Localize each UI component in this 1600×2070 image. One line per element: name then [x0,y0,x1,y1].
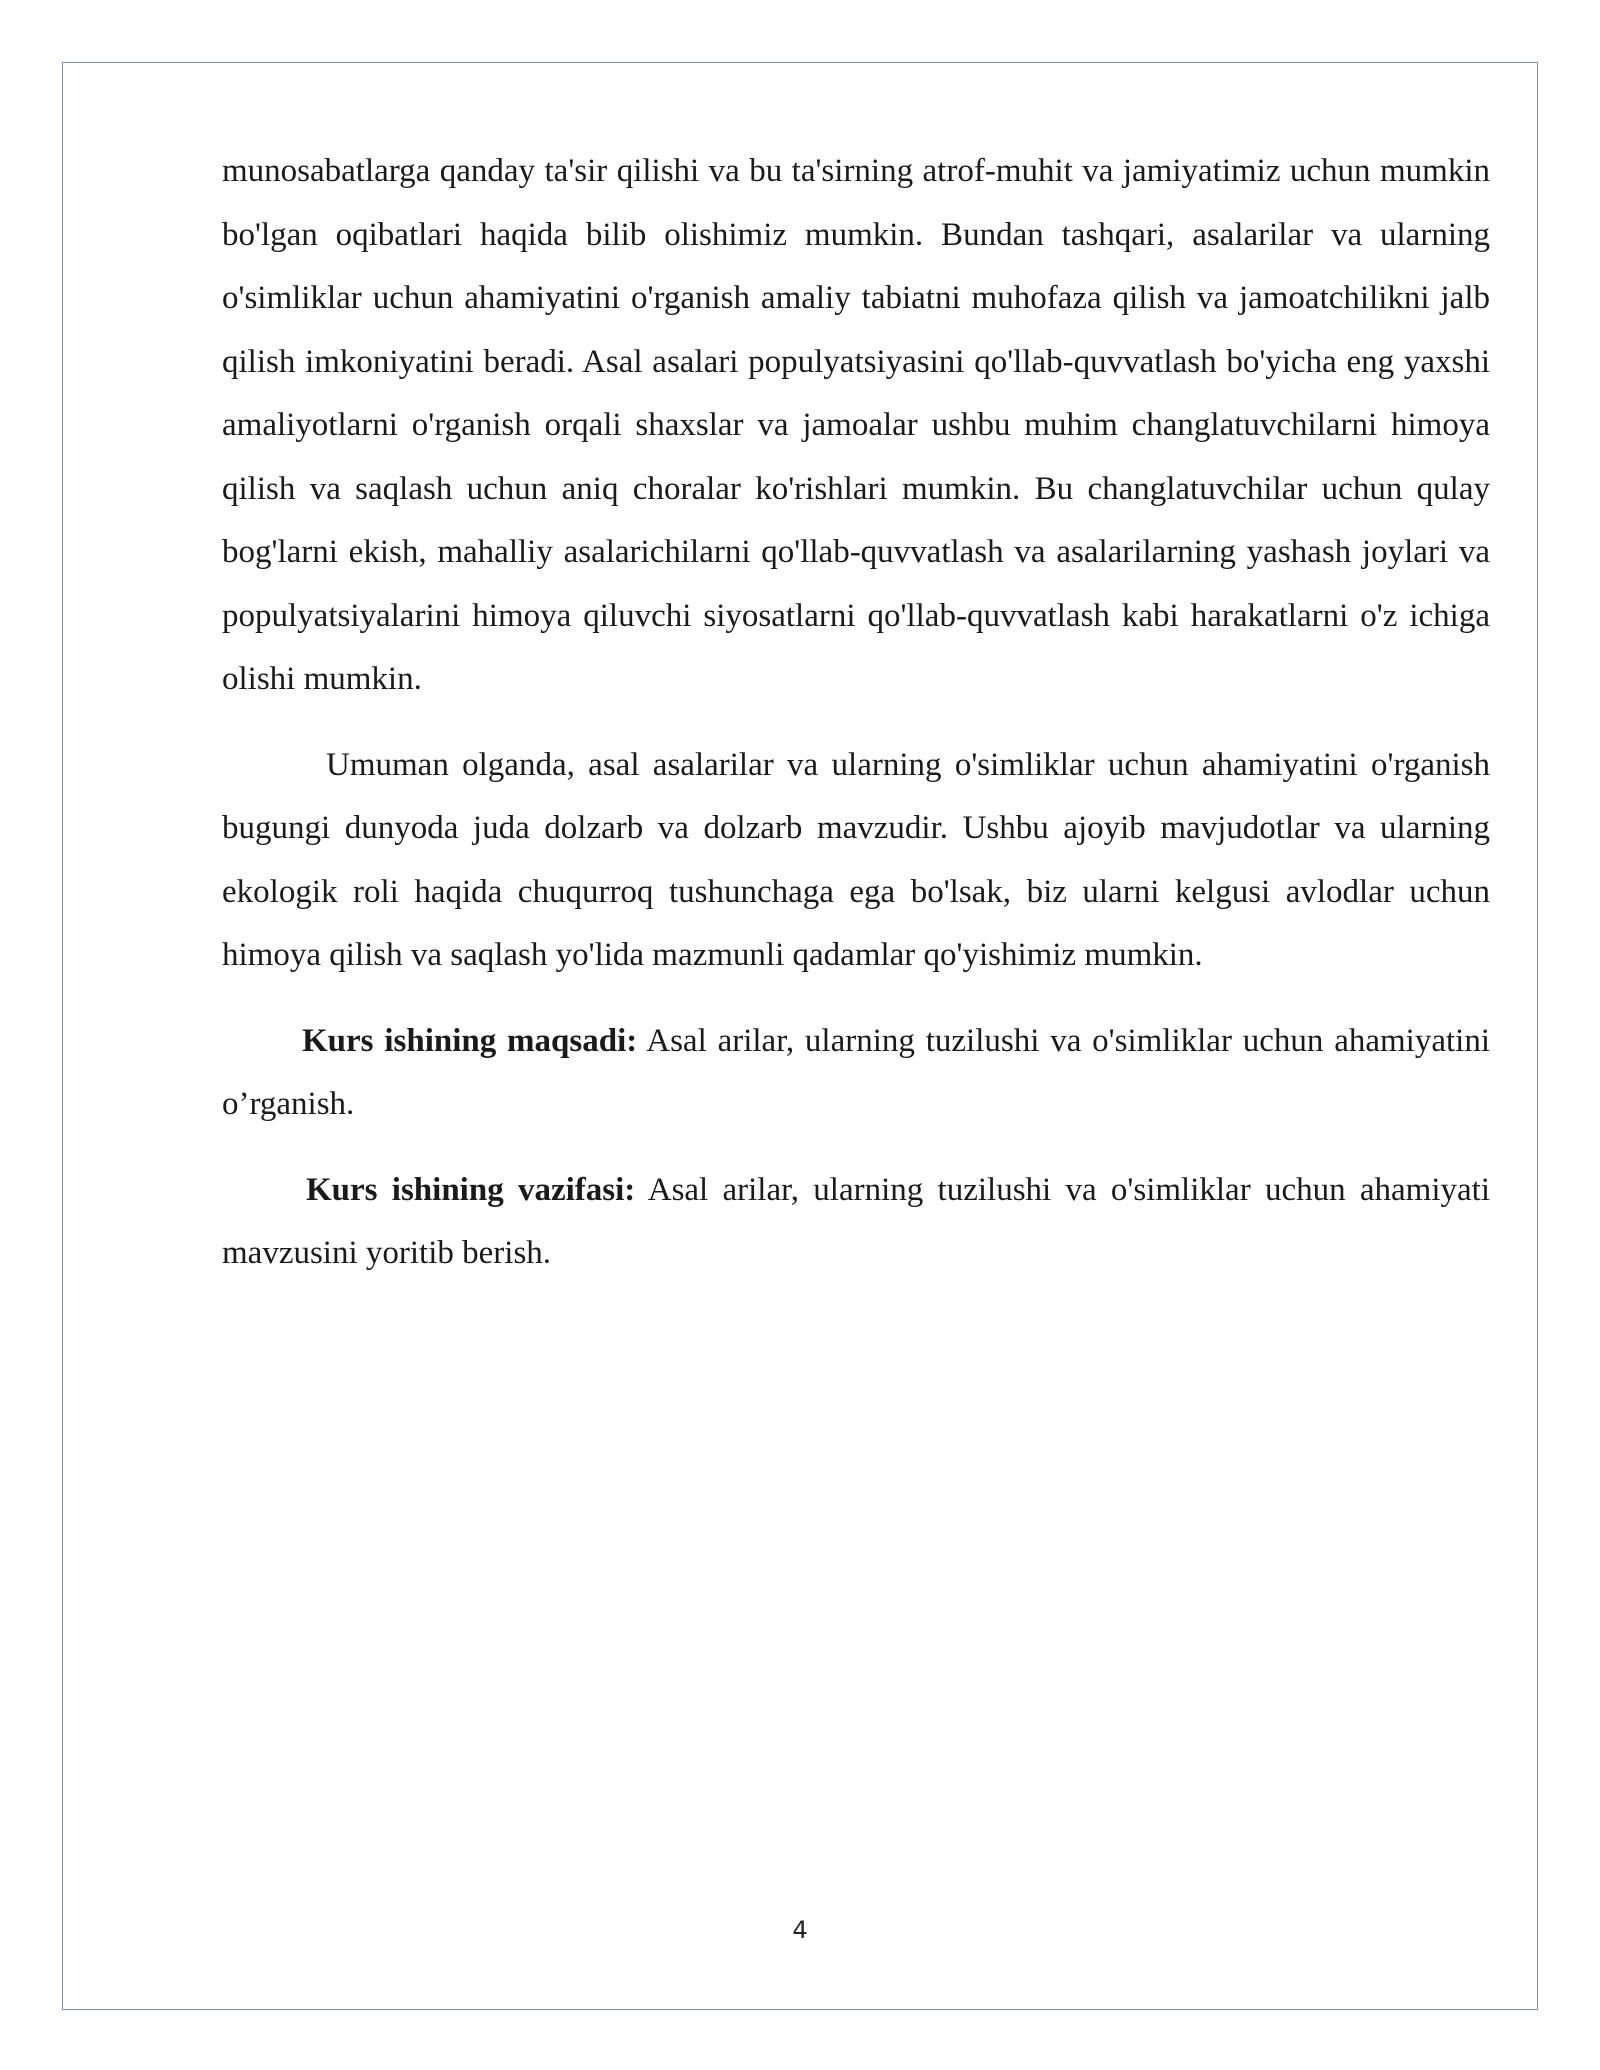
page-number: 4 [792,1916,808,1944]
course-goal-label: Kurs ishining maqsadi: [302,1022,638,1059]
paragraph-summary [222,734,1490,988]
paragraph-text: Umuman olganda, asal asalarilar va ularning o'simliklar uchun ahamiyatini o'rganish bugungi dunyoda juda dolzarb va dolzarb mavzudir. Ushbu ajoyib mavjudotlar va ularning ekologik roli haqida chuqurroq tushunchaga ega bo'lsak, biz ularni kelgusi avlodlar uchun himoya qilish va saqlash yo'lida mazmunli qadamlar qo'yishimiz mumkin. [222,746,1490,973]
course-task-label: Kurs ishining vazifasi: [306,1171,636,1208]
paragraph-course-task [222,1159,1490,1286]
course-goal-text: Asal arilar, ularning tuzilushi va o'simliklar uchun ahamiyatini o’rganish. [222,1022,1491,1122]
course-task-text: Asal arilar, ularning tuzilushi va o'simliklar uchun ahamiyati mavzusini yoritib berish. [222,1171,1490,1271]
paragraph-intro-continued [222,140,1490,712]
paragraph-text: munosabatlarga qanday ta'sir qilishi va bu ta'sirning atrof-muhit va jamiyatimiz uchun mumkin bo'lgan oqibatlari haqida bilib olishimiz mumkin. Bundan tashqari, asalarilar va ularning o'simliklar uchun ahamiyatini o'rganish amaliy tabiatni muhofaza qilish va jamoatchilikni jalb qilish imkoniyatini beradi. Asal asalari populyatsiyasini qo'llab-quvvatlash bo'yicha eng yaxshi amaliyotlarni o'rganish orqali shaxslar va jamoalar ushbu muhim changlatuvchilarni himoya qilish va saqlash uchun aniq choralar ko'rishlari mumkin. Bu changlatuvchilar uchun qulay bog'larni ekish, mahalliy asalarichilarni qo'llab-quvvatlash va asalarilarning yashash joylari va populyatsiyalarini himoya qiluvchi siyosatlarni qo'llab-quvvatlash kabi harakatlarni o'z ichiga olishi mumkin. [222,153,1490,697]
document-body [222,140,1490,1286]
paragraph-course-goal [222,1010,1490,1137]
